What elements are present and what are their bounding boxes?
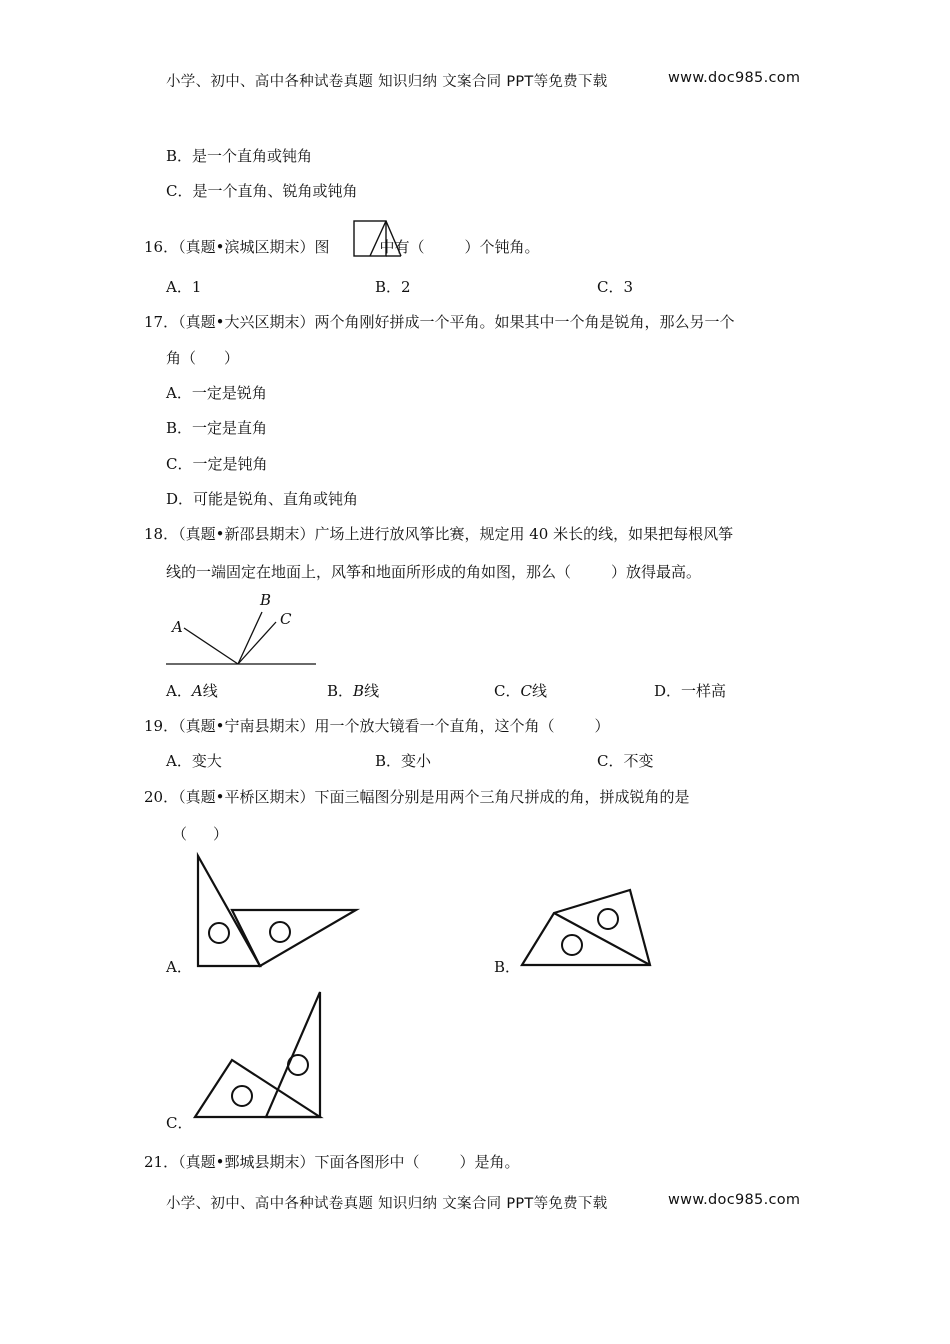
q16-square [354,221,386,256]
q20-b-hole-bottom [562,935,582,955]
q20-c-hole-left [232,1086,252,1106]
page-header [166,70,608,91]
q16-option-a: A．1 [166,278,202,296]
q19-stem-a: （真题•宁南县期末）用一个放大镜看一个直角，这个角（ [178,717,555,735]
q16-stem-c: ）个钝角。 [464,238,540,256]
q18-option-c-prefix: C． [494,682,521,700]
q18-option-b-suffix: 线 [364,682,380,700]
q20-stem-line2a: （ [172,825,188,843]
q18-option-a-prefix: A． [166,682,192,700]
q18-option-d [654,681,726,701]
q18-label-c: C [280,610,292,628]
q18-option-a [166,681,218,701]
q18-option-c [494,681,547,701]
q20-figure-a [190,850,362,972]
q20-stem-line1-text: （真题•平桥区期末）下面三幅图分别是用两个三角尺拼成的角，拼成锐角的是 [178,788,690,806]
q18-line-c [238,622,276,664]
q20-c-hole-right [288,1055,308,1075]
q17-option-b: B．一定是直角 [166,419,268,437]
q20-number: 20． [144,788,179,806]
q18-option-d-suffix: 一样高 [681,682,727,700]
q20-option-c-label: C． [166,1114,193,1132]
q16-option-c: C．3 [597,278,634,296]
header-url: www.doc985.com [668,70,801,86]
q17-stem-line2 [166,348,239,368]
q18-option-a-letter: A [191,682,203,700]
q21-number: 21． [144,1153,179,1171]
q18-stem-line1 [144,524,733,544]
page-footer [166,1192,608,1213]
q19-stem-b: ） [594,717,610,735]
q17-stem-line2b: ） [224,349,240,367]
q18-option-b-letter: B [353,682,365,700]
q18-option-d-prefix: D． [654,682,682,700]
q16-stem-b: 中有（ [379,238,425,256]
q15-option-c: C．是一个直角、锐角或钝角 [166,182,358,200]
q19-stem [144,716,609,736]
q16-figure [352,219,404,259]
q18-stem-line2 [166,562,701,582]
q18-number: 18． [144,525,179,543]
q15-option-b: B．是一个直角或钝角 [166,147,313,165]
footer-text: 小学、初中、高中各种试卷真题 知识归纳 文案合同 PPT等免费下载 [166,1196,608,1212]
q17-stem-line1-text: （真题•大兴区期末）两个角刚好拼成一个平角。如果其中一个角是锐角，那么另一个 [178,313,735,331]
q21-stem [144,1152,519,1172]
q16-stem [144,237,539,257]
q18-option-a-suffix: 线 [202,682,218,700]
q20-figure-c [190,990,326,1122]
q17-stem-line2a: 角（ [166,349,197,367]
q17-number: 17． [144,313,179,331]
q20-option-a-label: A． [166,958,192,976]
q18-stem-line1-text: （真题•新邵县期末）广场上进行放风筝比赛，规定用 40 米长的线，如果把每根风筝 [178,525,734,543]
q16-number: 16． [144,238,179,256]
q17-stem-line1 [144,312,734,332]
q18-label-a: A [172,618,183,636]
q20-figure-b [518,885,656,971]
q20-option-b-label: B． [494,958,521,976]
q19-number: 19． [144,717,179,735]
q18-option-c-suffix: 线 [531,682,547,700]
q20-a-hole-left [209,923,229,943]
q16-stem-a: （真题•滨城区期末）图 [178,238,330,256]
q20-a-hole-right [270,922,290,942]
header-text: 小学、初中、高中各种试卷真题 知识归纳 文案合同 PPT等免费下载 [166,74,608,90]
q16-outer-line [386,221,401,256]
q18-option-c-letter: C [520,682,532,700]
q18-label-b: B [260,591,272,609]
q20-c-triangle-left [195,1060,320,1117]
q19-option-b: B．变小 [375,752,432,770]
q20-b-hole-top [598,909,618,929]
q18-line-b [238,612,262,664]
q18-stem-line2b: ）放得最高。 [611,563,702,581]
q18-option-b-prefix: B． [327,682,354,700]
q18-stem-line2a: 线的一端固定在地面上，风筝和地面所形成的角如图，那么（ [166,563,572,581]
q21-stem-b: ）是角。 [459,1153,520,1171]
q17-option-d: D．可能是锐角、直角或钝角 [166,490,359,508]
q17-option-c: C．一定是钝角 [166,455,268,473]
q20-stem-line2 [172,824,228,844]
q20-a-triangle-right [232,910,356,966]
q20-b-divider [554,913,650,965]
q21-stem-a: （真题•鄄城县期末）下面各图形中（ [178,1153,420,1171]
q18-line-a [184,628,238,664]
q16-inner-line [370,221,386,256]
q19-option-a: A．变大 [166,752,222,770]
q17-option-a: A．一定是锐角 [166,384,267,402]
q19-option-c: C．不变 [597,752,654,770]
q18-option-b [327,681,379,701]
q20-stem-line2b: ） [213,825,229,843]
q16-option-b: B．2 [375,278,411,296]
footer-url: www.doc985.com [668,1192,801,1208]
q20-stem-line1 [144,787,689,807]
q18-figure [164,590,320,668]
